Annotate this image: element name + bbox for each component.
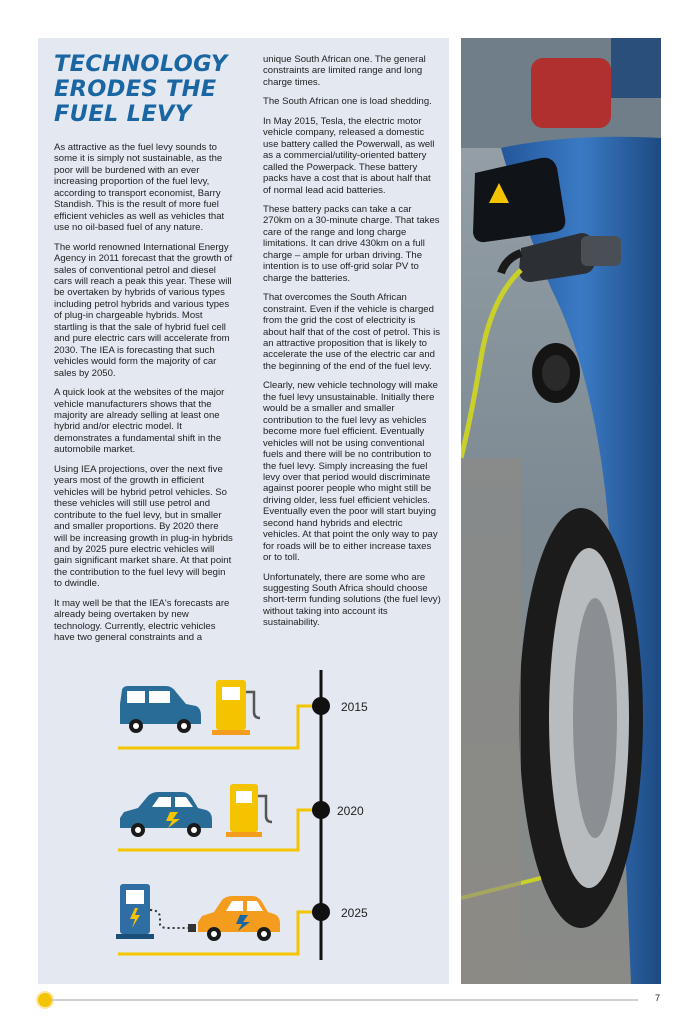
footer-dot-icon bbox=[38, 993, 52, 1007]
paragraph: The world renowned International Energy Agency in 2011 forecast that the growth of sales of conventional petrol and diesel cars will reach a peak this year. These will be overtaken by hybrids of various types including petrol hybrids and various types of plug-in chargeable hybrids. Most startling is that the sale of hybrid fuel cell and pure electric cars will accelerate from 2030. The IEA is forecasting that such vehicles would form the majority of car sales by 2050. bbox=[54, 241, 233, 379]
timeline-year: 2020 bbox=[337, 804, 364, 818]
timeline-dot-2020 bbox=[312, 801, 330, 819]
paragraph: Clearly, new vehicle technology will make the fuel levy unsustainable. Initially there would be a smaller and smaller contribution to the fuel levy as vehicles become more fuel efficient. Eventually vehicles will not be using conventional fuels and there will be no contribution to the fuel levy. Simply increasing the fuel levy over that period would discriminate against poorer people who might still be driving older, less fuel efficient vehicles. Eventually even the poor will start buying second hand hybrids and electric vehicles. At that point the only way to pay for roads will be to either increase taxes or to toll. bbox=[263, 380, 438, 564]
page-number: 7 bbox=[655, 993, 661, 1003]
paragraph: These battery packs can take a car 270km on a 30-minute charge. That takes care of the range and long charge limitations. It can drive 430km on a full charge – ample for urban driving. The intention is to use off-grid solar PV to charge the batteries. bbox=[263, 203, 440, 284]
paragraph: Unfortunately, there are some who are suggesting South Africa should choose short-term funding solutions (the fuel levy) without taking into account its sustainability. bbox=[263, 571, 441, 629]
left-column bbox=[54, 142, 234, 652]
timeline-year: 2025 bbox=[341, 906, 368, 920]
article-title: TECHNOLOGY ERODES THE FUEL LEVY bbox=[54, 51, 228, 127]
timeline-infographic bbox=[38, 660, 449, 980]
ev-charging-photo bbox=[461, 38, 661, 984]
paragraph: A quick look at the websites of the major vehicle manufacturers shows that the majority are already selling at least one hybrid and/or electric model. It demonstrates a fundamental shift in the automobile market. bbox=[54, 387, 225, 456]
fuel-pump-icon bbox=[212, 680, 260, 735]
paragraph: It may well be that the IEA's forecasts are already being overtaken by new technology. Currently, electric vehicles have two general constraints and a bbox=[54, 597, 230, 644]
fuel-pump-icon bbox=[226, 784, 272, 837]
hybrid-car-icon bbox=[120, 792, 212, 837]
suv-icon bbox=[120, 686, 201, 733]
right-column bbox=[263, 54, 441, 637]
ev-charger-icon bbox=[116, 884, 196, 939]
electric-car-icon bbox=[198, 896, 280, 941]
paragraph: In May 2015, Tesla, the electric motor vehicle company, released a domestic use battery called the Powerwall, as well as a commercial/utility-oriented battery called the Powerpack. These battery packs have a cost that is about half that of normal lead acid batteries. bbox=[263, 115, 435, 196]
paragraph: Using IEA projections, over the next five years most of the growth in efficient vehicles will be hybrid petrol vehicles. So these vehicles will still use petrol and contribute to the fuel levy, but in smaller and smaller proportions. By 2020 there will be increasing growth in plug-in hybrids and by 2025 pure electric vehicles will gain significant market share. At that point the contribution to the fuel levy will begin to dwindle. bbox=[54, 463, 233, 590]
timeline-year: 2015 bbox=[341, 700, 368, 714]
paragraph: That overcomes the South African constraint. Even if the vehicle is charged from the grid the cost of electricity is about half that of the cost of petrol. This is an attractive proposition that is likely to accelerate the use of the electric car and the beginning of the end of the fuel levy. bbox=[263, 292, 441, 372]
paragraph: unique South African one. The general constraints are limited range and long charge times. bbox=[263, 54, 426, 88]
footer-divider bbox=[52, 999, 638, 1001]
timeline-dot-2015 bbox=[312, 697, 330, 715]
paragraph: The South African one is load shedding. bbox=[263, 96, 432, 108]
paragraph: As attractive as the fuel levy sounds to some it is simply not sustainable, as the poor will be burdened with an ever increasing proportion of the fuel levy, according to transport economist, Barry Standish. This is the result of more fuel efficient vehicles as well as vehicles that use no oil-based fuel of any nature. bbox=[54, 142, 225, 234]
timeline-dot-2025 bbox=[312, 903, 330, 921]
